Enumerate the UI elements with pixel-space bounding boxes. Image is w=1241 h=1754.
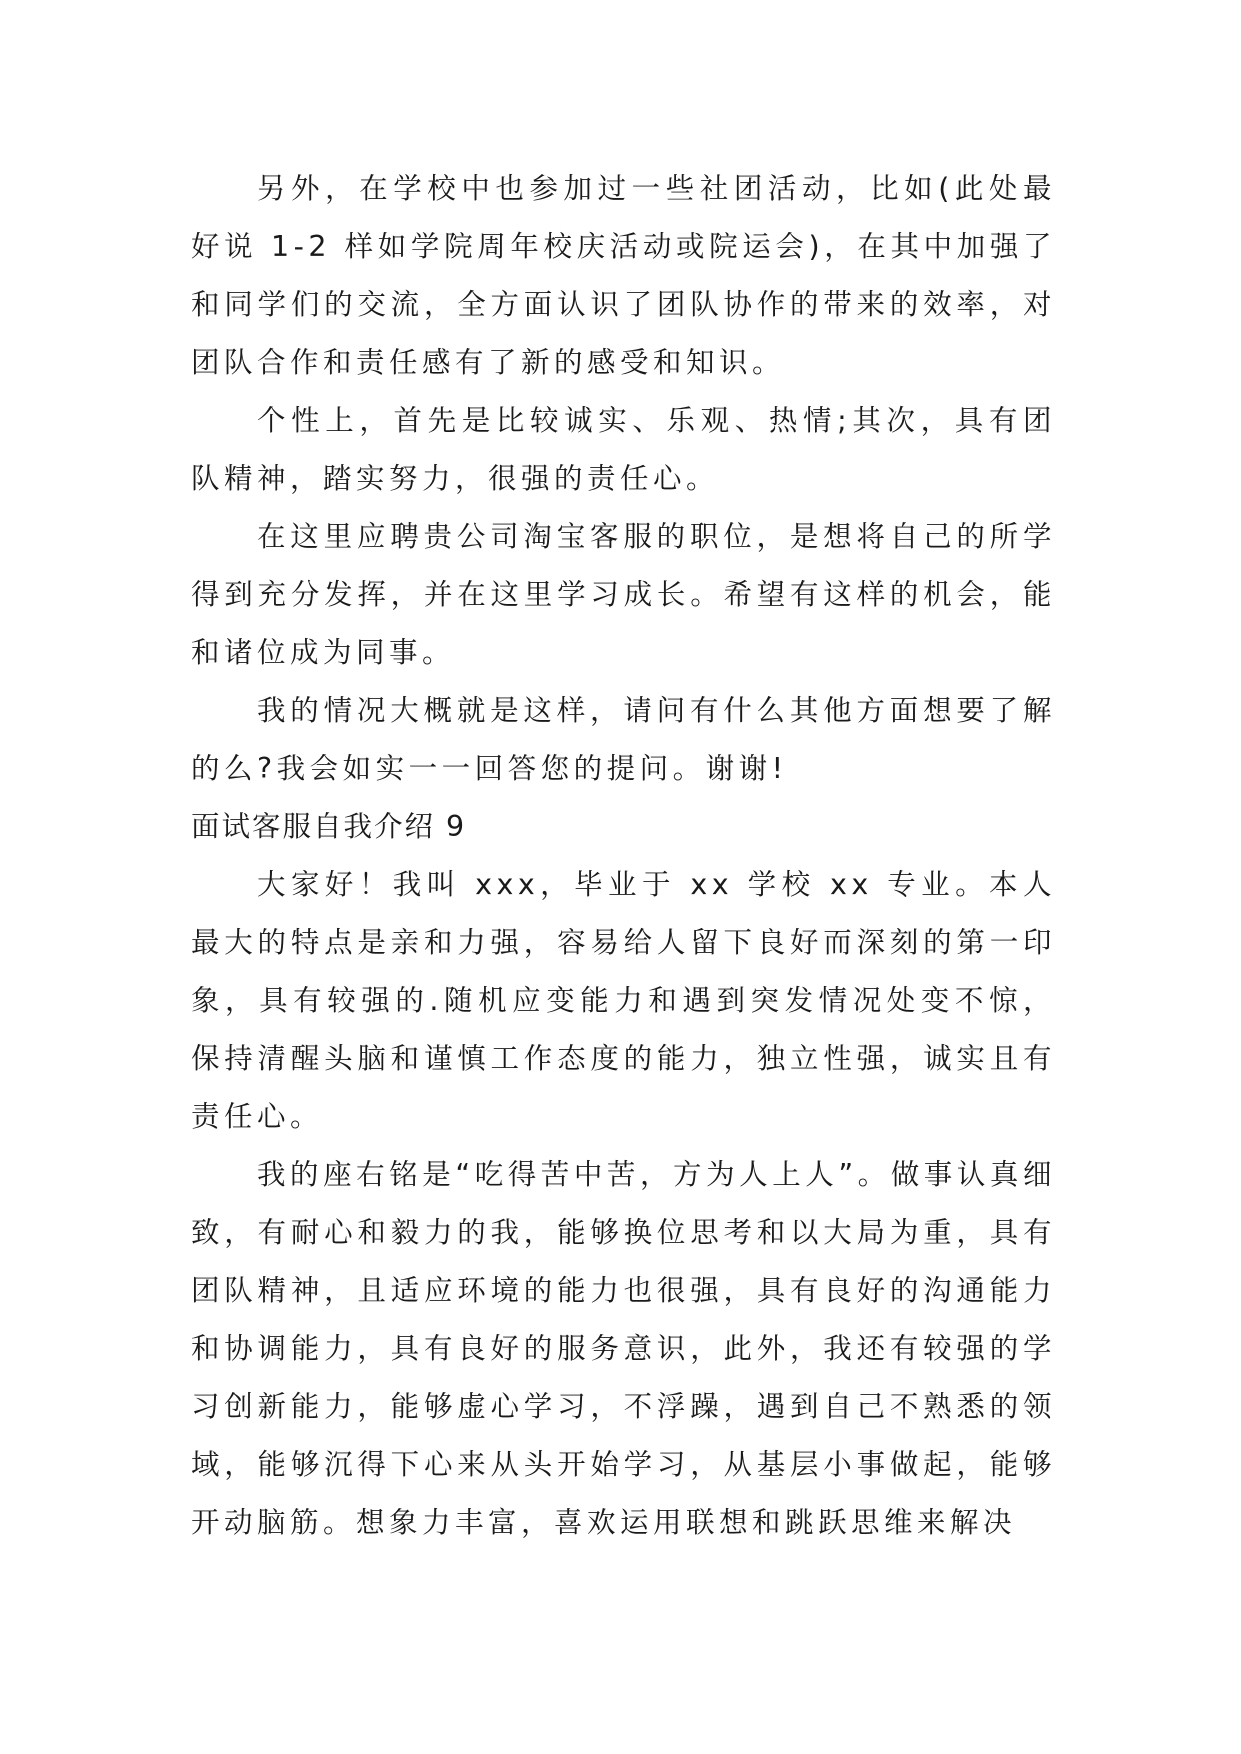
document-body [191, 160, 1056, 1552]
paragraph-application: 在这里应聘贵公司淘宝客服的职位，是想将自己的所学得到充分发挥，并在这里学习成长。希望有这样的机会，能和诸位成为同事。 [191, 520, 1056, 669]
section-title: 面试客服自我介绍 9 [191, 810, 467, 843]
paragraph-personality: 个性上，首先是比较诚实、乐观、热情;其次，具有团队精神，踏实努力，很强的责任心。 [191, 404, 1056, 495]
paragraph-greeting: 大家好！我叫 xxx，毕业于 xx 学校 xx 专业。本人最大的特点是亲和力强，容易给人留下良好而深刻的第一印象，具有较强的.随机应变能力和遇到突发情况处变不惊，保持清醒头脑和谨慎工作态度的能力，独立性强，诚实且有责任心。 [191, 868, 1056, 1133]
paragraph-motto: 我的座右铭是“吃得苦中苦，方为人上人”。做事认真细致，有耐心和毅力的我，能够换位思考和以大局为重，具有团队精神，且适应环境的能力也很强，具有良好的沟通能力和协调能力，具有良好的服务意识，此外，我还有较强的学习创新能力，能够虚心学习，不浮躁，遇到自己不熟悉的领域，能够沉得下心来从头开始学习，从基层小事做起，能够开动脑筋。想象力丰富，喜欢运用联想和跳跃思维来解决 [191, 1158, 1056, 1539]
paragraph-closing: 我的情况大概就是这样，请问有什么其他方面想要了解的么?我会如实一一回答您的提问。谢谢! [191, 694, 1056, 785]
paragraph-club-activities: 另外，在学校中也参加过一些社团活动，比如(此处最好说 1-2 样如学院周年校庆活动或院运会)，在其中加强了和同学们的交流，全方面认识了团队协作的带来的效率，对团队合作和责任感有了新的感受和知识。 [191, 172, 1056, 379]
